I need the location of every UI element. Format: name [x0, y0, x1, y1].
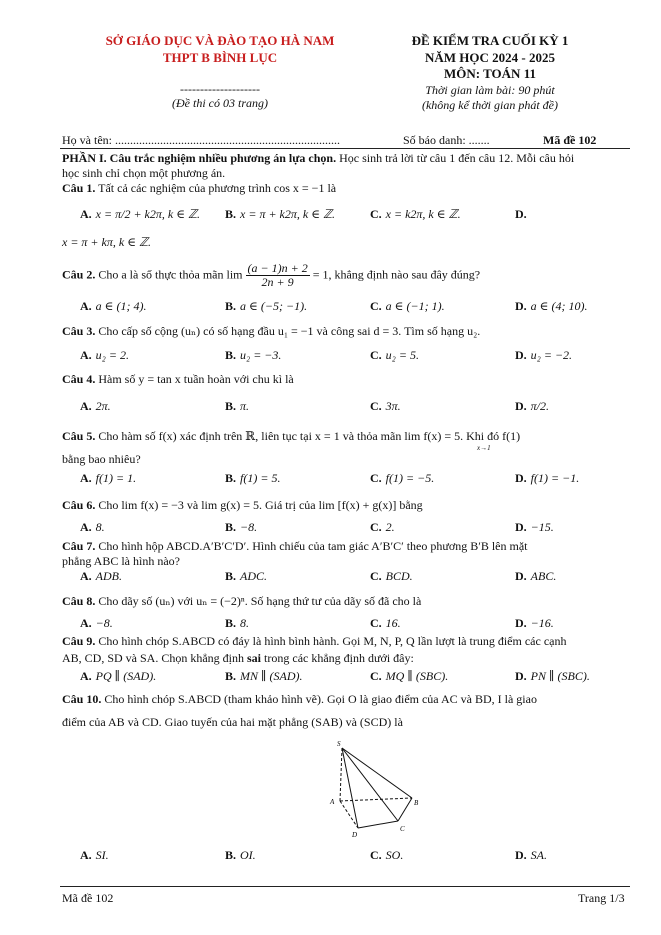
edge-ab [340, 798, 412, 801]
footer-divider [60, 886, 630, 887]
department-name: SỞ GIÁO DỤC VÀ ĐÀO TẠO HÀ NAM [105, 33, 335, 48]
question-7-cont: phẳng ABC là hình nào? [62, 554, 180, 568]
question-8: Câu 8. Cho dãy số (uₙ) với uₙ = (−2)ⁿ. Số hạng thứ tư của dãy số đã cho là [62, 594, 422, 608]
q4-option-c: C. 3π. [370, 399, 401, 413]
part1-desc: học sinh chỉ chọn một phương án. [62, 166, 226, 180]
exam-code: Mã đề 102 [543, 133, 597, 147]
q8-option-a: A. −8. [80, 616, 113, 630]
school-name: THPT B BÌNH LỤC [162, 50, 278, 65]
q8-option-c: C. 16. [370, 616, 401, 630]
q2-option-a: A. a ∈ (1; 4). [80, 299, 147, 313]
q9-option-d: D. PN ∥ (SBC). [515, 669, 590, 683]
header-dashes: -------------------- [180, 82, 260, 96]
question-1: Câu 1. Tất cả các nghiệm của phương trình cos x = −1 là [62, 181, 337, 195]
question-10: Câu 10. Cho hình chóp S.ABCD (tham khảo hình vẽ). Gọi O là giao điểm của AC và BD, I là giao [62, 692, 537, 706]
exam-title: ĐỀ KIỂM TRA CUỐI KỲ 1 [411, 33, 569, 48]
label-s: S [337, 740, 341, 748]
q5-option-a: A. f(1) = 1. [80, 471, 137, 485]
school-year: NĂM HỌC 2024 - 2025 [425, 50, 555, 65]
q8-option-d: D. −16. [515, 616, 554, 630]
question-6: Câu 6. Cho lim f(x) = −3 và lim g(x) = 5. Giá trị của lim [f(x) + g(x)] bằng [62, 498, 423, 512]
q9-option-c: C. MQ ∥ (SBC). [370, 669, 449, 683]
q9-option-a: A. PQ ∥ (SAD). [80, 669, 157, 683]
label-a: A [330, 798, 335, 806]
edge-cb [398, 798, 412, 821]
subject: MÔN: TOÁN 11 [444, 66, 536, 81]
q4-option-a: A. 2π. [80, 399, 111, 413]
q10-option-b: B. OI. [225, 848, 256, 862]
label-b: B [414, 799, 419, 807]
q5-limit-subscript: x→1 [477, 444, 491, 452]
q6-option-b: B. −8. [225, 520, 258, 534]
pyramid-figure [320, 738, 430, 838]
question-3: Câu 3. Cho cấp số cộng (uₙ) có số hạng đầu u₁ = −1 và công sai d = 3. Tìm số hạng u₂. [62, 324, 481, 338]
q5-option-c: C. f(1) = −5. [370, 471, 435, 485]
question-4: Câu 4. Hàm số y = tan x tuần hoàn với chu kì là [62, 372, 294, 386]
q3-option-b: B. u₂ = −3. [225, 348, 282, 362]
q5-option-b: B. f(1) = 5. [225, 471, 281, 485]
question-5: Câu 5. Cho hàm số f(x) xác định trên ℝ, liên tục tại x = 1 và thỏa mãn lim f(x) = 5. Khi đó f(1) [62, 429, 521, 443]
q3-option-c: C. u₂ = 5. [370, 348, 419, 362]
q2-option-d: D. a ∈ (4; 10). [515, 299, 588, 313]
q1-option-a: A. x = π/2 + k2π, k ∈ ℤ. [80, 207, 201, 221]
label-c: C [400, 825, 405, 833]
header-divider [60, 148, 630, 149]
question-7: Câu 7. Cho hình hộp ABCD.A′B′C′D′. Hình chiếu của tam giác A′B′C′ theo phương B′B lên mặt [62, 539, 528, 553]
edge-sd [342, 748, 358, 828]
exam-time: Thời gian làm bài: 90 phút [425, 83, 555, 97]
q1-option-b: B. x = π + k2π, k ∈ ℤ. [225, 207, 336, 221]
footer-page-number: Trang 1/3 [578, 891, 625, 905]
question-5-cont: bằng bao nhiêu? [62, 452, 141, 466]
q9-option-b: B. MN ∥ (SAD). [225, 669, 303, 683]
footer-exam-code: Mã đề 102 [62, 891, 114, 905]
q6-option-c: C. 2. [370, 520, 395, 534]
q10-option-c: C. SO. [370, 848, 404, 862]
pages-note: (Đề thi có 03 trang) [172, 96, 268, 110]
q1-option-c: C. x = k2π, k ∈ ℤ. [370, 207, 461, 221]
q7-option-c: C. BCD. [370, 569, 413, 583]
q4-option-d: D. π/2. [515, 399, 550, 413]
edge-dc [358, 821, 398, 828]
exam-time-note: (không kể thời gian phát đề) [421, 98, 559, 112]
edge-sb [342, 748, 412, 798]
q10-option-d: D. SA. [515, 848, 548, 862]
edge-sa [340, 748, 342, 801]
q1-option-d: D. [515, 207, 527, 221]
q4-option-b: B. π. [225, 399, 250, 413]
q7-option-d: D. ABC. [515, 569, 557, 583]
part1-heading: PHẦN I. Câu trắc nghiệm nhiều phương án lựa chọn. Học sinh trả lời từ câu 1 đến câu 12. Mỗi câu hỏi [62, 151, 575, 165]
student-name-field: Họ và tên: ........................................................................... [62, 133, 340, 147]
q2-option-c: C. a ∈ (−1; 1). [370, 299, 445, 313]
q1-option-d-text: x = π + kπ, k ∈ ℤ. [62, 235, 152, 249]
q10-option-a: A. SI. [80, 848, 109, 862]
q2-option-b: B. a ∈ (−5; −1). [225, 299, 308, 313]
question-9-cont: AB, CD, SD và SA. Chọn khẳng định sai trong các khẳng định dưới đây: [62, 651, 414, 665]
q8-option-b: B. 8. [225, 616, 250, 630]
student-id-field: Số báo danh: ....... [403, 133, 490, 147]
q2-fraction: $\frac{(a - 1)n + 2}{2n + 9}$ [247, 261, 308, 290]
label-d: D [352, 831, 358, 838]
q3-option-d: D. u₂ = −2. [515, 348, 573, 362]
question-10-cont: điểm của AB và CD. Giao tuyến của hai mặt phẳng (SAB) và (SCD) là [62, 715, 403, 729]
q6-option-a: A. 8. [80, 520, 105, 534]
question-2: Câu 2. Cho a là số thực thỏa mãn lim $\frac{(a - 1)n + 2}{2n + 9}$ = 1, khẳng định nào sau đây đúng? [62, 261, 481, 290]
q3-option-a: A. u₂ = 2. [80, 348, 129, 362]
q7-option-a: A. ADB. [80, 569, 122, 583]
edge-sc [342, 748, 398, 821]
q7-option-b: B. ADC. [225, 569, 268, 583]
q5-option-d: D. f(1) = −1. [515, 471, 580, 485]
question-9: Câu 9. Cho hình chóp S.ABCD có đáy là hình bình hành. Gọi M, N, P, Q lần lượt là trung điểm các cạnh [62, 634, 567, 648]
q6-option-d: D. −15. [515, 520, 554, 534]
